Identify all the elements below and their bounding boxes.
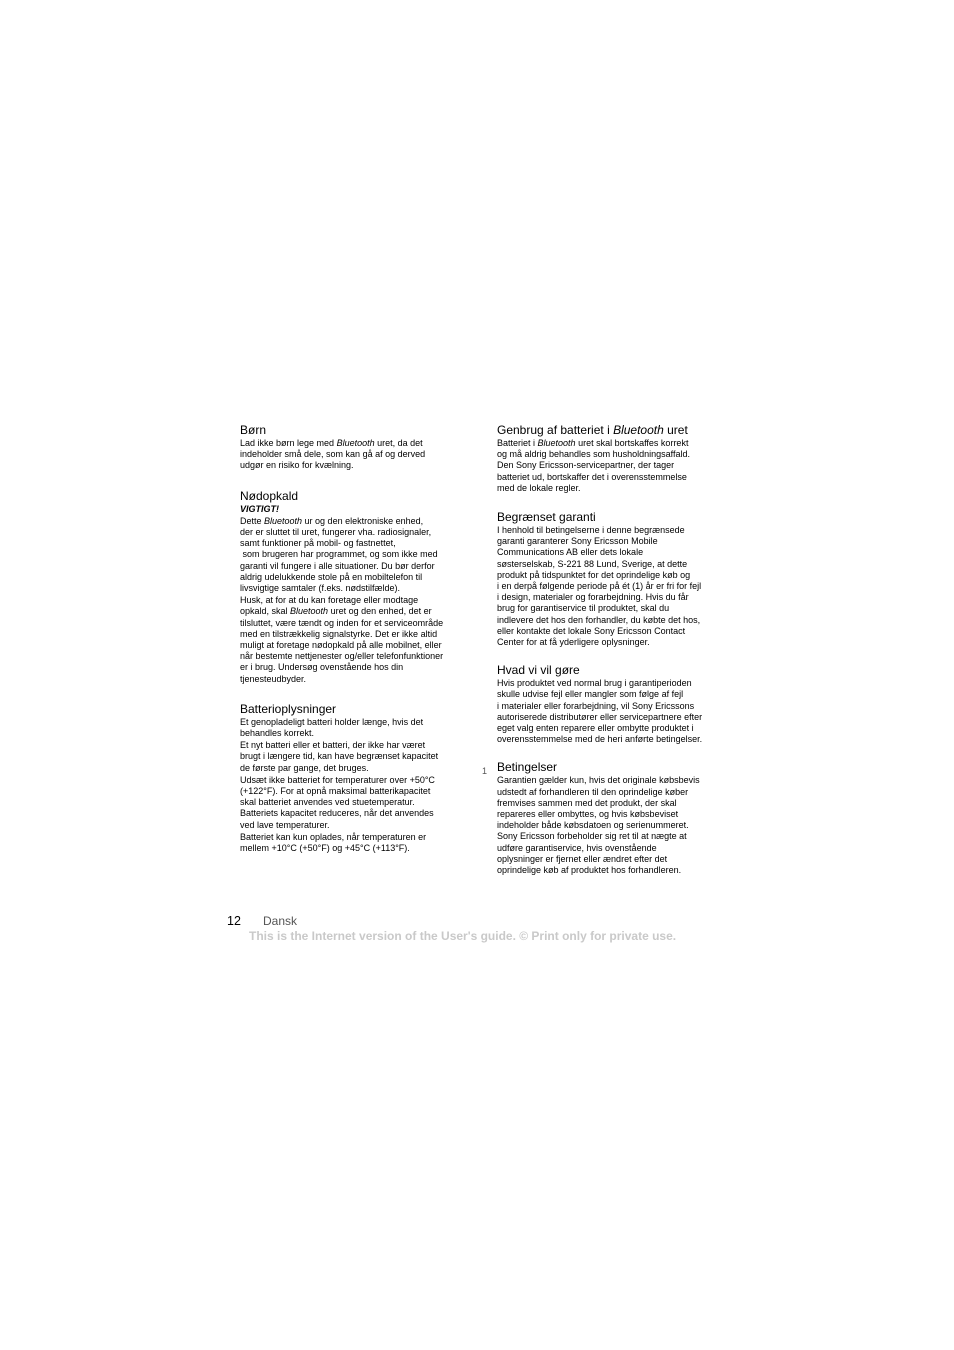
paragraph: Batteriet kan kun oplades, når temperaturen er mellem +10°C (+50°F) og +45°C (+113°F). [240, 831, 427, 854]
section-heading: Børn [240, 423, 267, 437]
section-genbrug [497, 423, 727, 494]
left-column [240, 423, 468, 854]
paragraph: Garantien gælder kun, hvis det originale købsbevis udstedt af forhandleren til den oprindelige køber fremvises sammen med det produkt, der skal repareres eller ombyttes, og hvis købsbeviset indeholder både købsdatoen og serienummeret. Sony Ericsson forbeholder sig ret til at nægte at udføre garantiservice, hvis ovenstående oplysninger er fjernet eller ændret efter det oprindelige køb af produktet hos forhandleren. [497, 775, 700, 876]
page-number: 12 [227, 914, 241, 928]
section-heading: Batterioplysninger [240, 701, 337, 716]
bluetooth-term: Bluetooth [537, 438, 576, 448]
section-heading: Genbrug af batteriet i Bluetooth uret [497, 423, 688, 437]
paragraph: I henhold til betingelserne i denne begrænsede garanti garanterer Sony Ericsson Mobile Communications AB eller dets lokale søsterselskab, S-221 88 Lund, Sverige, at dette produkt på tidspunktet for det oprindelige køb og i en derpå følgende periode på ét (1) år er fri for fejl i design, materialer og forarbejdning. Hvis du får brug for garantiservice til produktet, skal du indlevere det hos den forhandler, du købte det hos, eller kontakte det lokale Sony Ericsson Contact Center for at få yderligere oplysninger. [497, 525, 702, 648]
paragraph: Et nyt batteri eller et batteri, der ikke har været brugt i længere tid, kan have begrænset kapacitet de første par gange, det bruges. [240, 740, 439, 773]
section-heading: Nødopkald [240, 488, 299, 503]
page-language: Dansk [263, 914, 298, 928]
paragraph: Et genopladeligt batteri holder længe, hvis det behandles korrekt. [240, 716, 424, 739]
internet-version-note: This is the Internet version of the User's guide. © Print only for private use. [249, 929, 677, 943]
paragraph: Dette Bluetooth ur og den elektroniske enhed, der er sluttet til uret, fungerer vha. radiosignaler, samt funktioner på mobil- og fastnettet, som brugeren har programmet, og som ikke med garanti vil fungere i alle situationer. Du bør derfor aldrig udelukkende stole på en mobiltelefon til livsvigtige samtaler (f.eks. nødstilfælde). [240, 515, 438, 594]
section-batterioplysninger [240, 702, 468, 854]
bluetooth-term: Bluetooth [290, 606, 329, 617]
right-column [497, 423, 727, 876]
section-begraenset-garanti [497, 510, 727, 648]
paragraph: Udsæt ikke batteriet for temperaturer over +50°C (+122°F). For at opnå maksimal batterikapacitet skal batteriet anvendes ved stuetemperatur. Batteriets kapacitet reduceres, når det anvendes ved lave temperaturer. [240, 774, 435, 830]
important-label: VIGTIGT! [240, 503, 279, 514]
bluetooth-term: Bluetooth [264, 515, 303, 526]
paragraph: Lad ikke børn lege med Bluetooth uret, da det indeholder små dele, som kan gå af og derved udgør en risiko for kvælning. [240, 438, 426, 471]
section-heading: Betingelser [497, 760, 558, 775]
paragraph: Husk, at for at du kan foretage eller modtage opkald, skal Bluetooth uret og den enhed, det er tilsluttet, være tændt og inden for et serviceområde med en tilstrækkelig signalstyrke. Det er ikke altid muligt at foretage nødopkald på alle mobilnet, eller når bestemte nettjenester og/eller telefonfunktioner er i brug. Undersøg ovenstående hos din tjenesteudbyder. [240, 595, 444, 684]
section-betingelser [497, 760, 727, 876]
list-number: 1 [482, 766, 488, 776]
paragraph: Batteriet i Bluetooth uret skal bortskaffes korrekt og må aldrig behandles som husholdningsaffald. Den Sony Ericsson-servicepartner, der tager batteriet ud, bortskaffer det i overensstemmelse med de lokale regler. [497, 438, 690, 493]
paragraph: Hvis produktet ved normal brug i garantiperioden skulle udvise fejl eller mangler som følge af fejl i materialer eller forarbejdning, vil Sony Ericssons autoriserede distributører eller servicepartnere efter eget valg enten reparere eller ombytte produktet i overensstemmelse med de heri anførte betingelser. [497, 678, 703, 745]
section-heading: Begrænset garanti [497, 510, 596, 525]
section-hvad-vi-vil-gore [497, 663, 727, 745]
bluetooth-term: Bluetooth [336, 438, 375, 448]
section-born [240, 423, 468, 472]
section-heading: Hvad vi vil gøre [497, 663, 580, 678]
section-nodopkald [240, 489, 468, 685]
bluetooth-term: Bluetooth [613, 423, 664, 437]
